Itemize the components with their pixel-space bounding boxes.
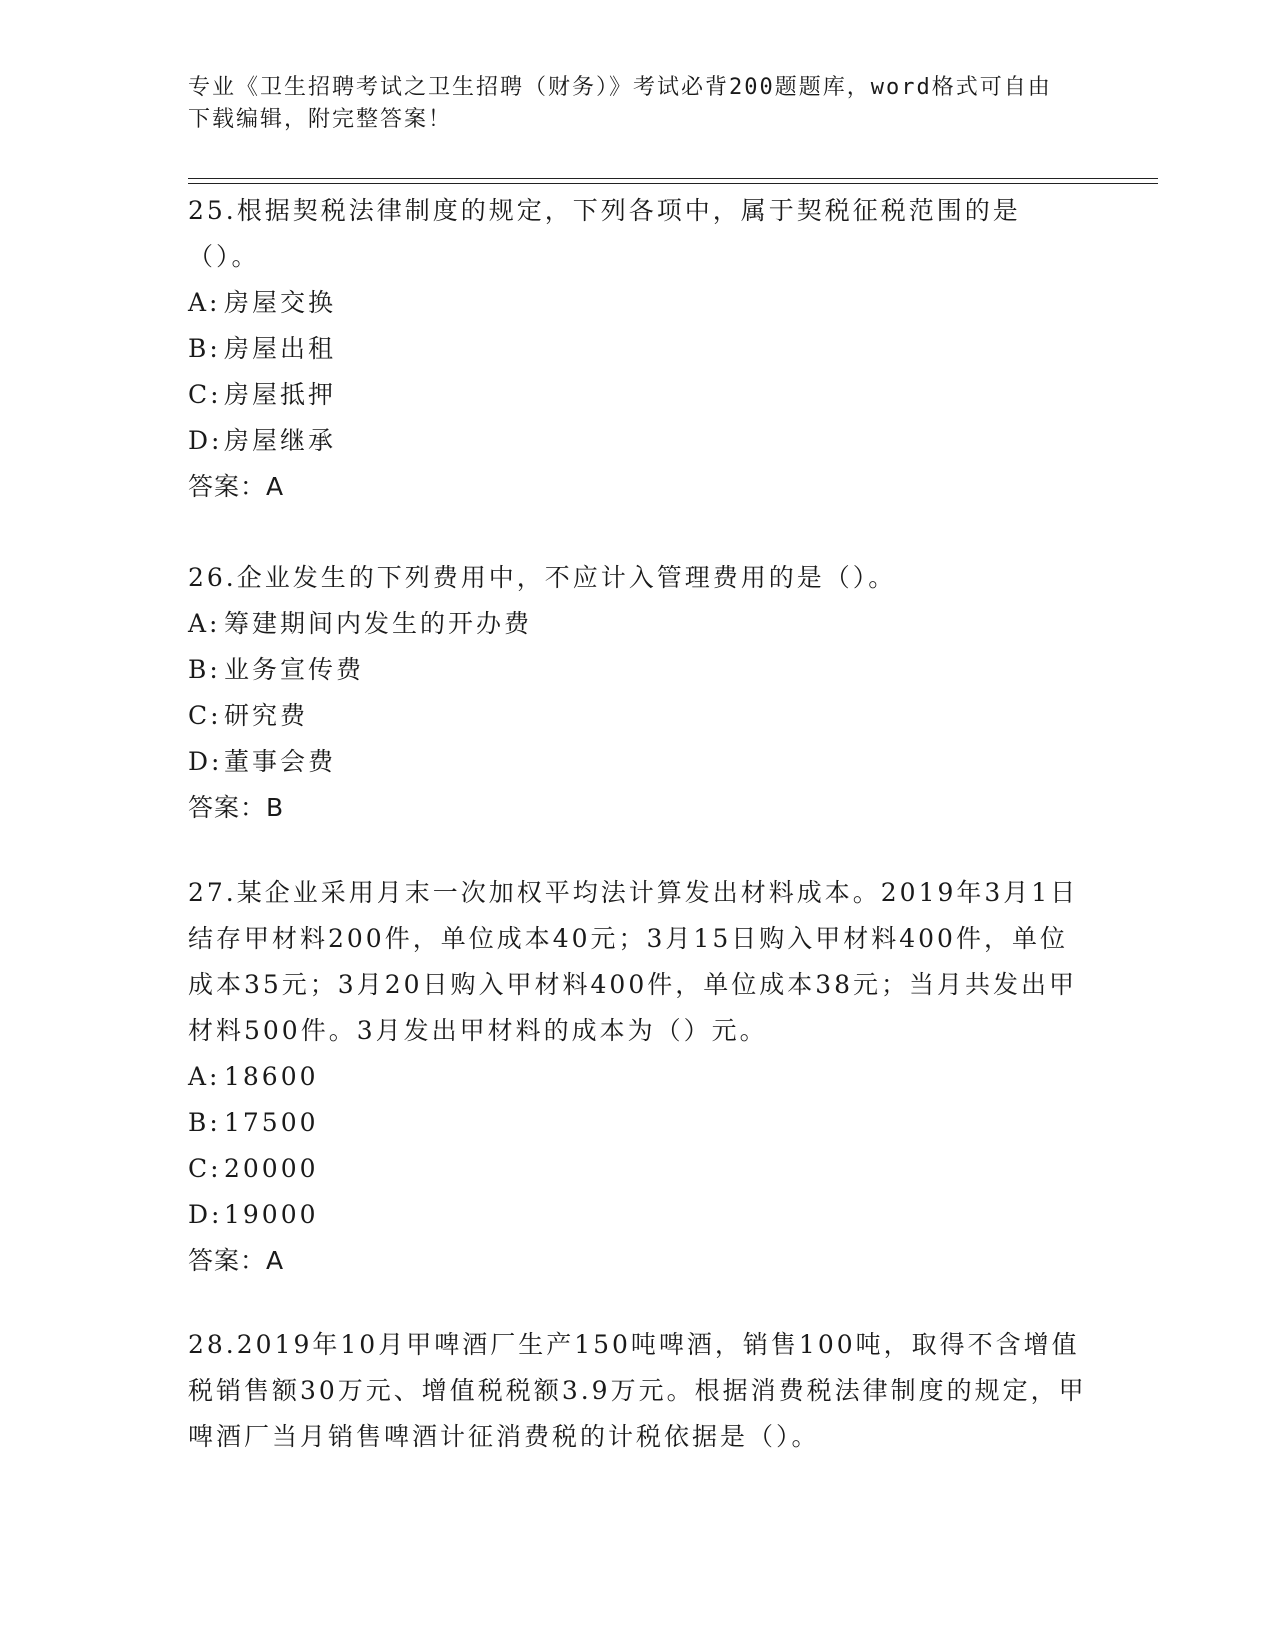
option-label: C: — [188, 1154, 222, 1183]
option-text: 20000 — [224, 1154, 319, 1183]
header-divider-top — [188, 178, 1158, 179]
option-d — [188, 418, 1088, 464]
question-stem: 27.某企业采用月末一次加权平均法计算发出材料成本。2019年3月1日结存甲材料200件，单位成本40元；3月15日购入甲材料400件，单位成本35元；3月20日购入甲材料400件，单位成本38元；当月共发出甲材料500件。3月发出甲材料的成本为（）元。 — [188, 878, 1079, 1045]
option-label: A: — [188, 609, 221, 638]
option-text: 筹建期间内发生的开办费 — [224, 609, 533, 638]
question-stem: 28.2019年10月甲啤酒厂生产150吨啤酒，销售100吨，取得不含增值税销售额30万元、增值税税额3.9万元。根据消费税法律制度的规定，甲啤酒厂当月销售啤酒计征消费税的计税依据是（）。 — [188, 1330, 1087, 1451]
option-d — [188, 739, 1088, 785]
question-26 — [188, 555, 1088, 831]
header-divider-bottom — [188, 183, 1158, 184]
question-28 — [188, 1322, 1088, 1460]
option-a — [188, 280, 1088, 326]
document-header — [188, 72, 1068, 136]
option-text: 19000 — [224, 1200, 319, 1229]
option-label: B: — [188, 1108, 221, 1137]
option-text: 房屋继承 — [224, 426, 337, 455]
question-27 — [188, 870, 1088, 1284]
question-stem: 25.根据契税法律制度的规定，下列各项中，属于契税征税范围的是（）。 — [188, 196, 1021, 271]
option-text: 18600 — [224, 1062, 319, 1091]
option-label: C: — [188, 380, 222, 409]
option-label: C: — [188, 701, 222, 730]
option-text: 房屋出租 — [224, 334, 337, 363]
question-25 — [188, 188, 1088, 510]
option-text: 房屋抵押 — [224, 380, 337, 409]
option-text: 研究费 — [224, 701, 309, 730]
answer-line: 答案：A — [188, 1246, 285, 1275]
option-label: D: — [188, 1200, 223, 1229]
header-text: 专业《卫生招聘考试之卫生招聘（财务）》考试必背200题题库，word格式可自由下载编辑，附完整答案！ — [188, 75, 1052, 132]
option-d — [188, 1192, 1088, 1238]
option-a — [188, 601, 1088, 647]
option-label: A: — [188, 288, 221, 317]
option-b — [188, 1100, 1088, 1146]
option-text: 17500 — [224, 1108, 319, 1137]
question-stem: 26.企业发生的下列费用中，不应计入管理费用的是（）。 — [188, 563, 897, 592]
option-c — [188, 1146, 1088, 1192]
option-label: D: — [188, 426, 223, 455]
option-label: B: — [188, 334, 221, 363]
option-c — [188, 372, 1088, 418]
option-b — [188, 647, 1088, 693]
answer-line: 答案：B — [188, 793, 285, 822]
option-text: 房屋交换 — [224, 288, 337, 317]
option-c — [188, 693, 1088, 739]
option-label: A: — [188, 1062, 221, 1091]
option-text: 董事会费 — [224, 747, 337, 776]
answer-line: 答案：A — [188, 472, 285, 501]
option-b — [188, 326, 1088, 372]
option-a — [188, 1054, 1088, 1100]
option-label: B: — [188, 655, 221, 684]
option-label: D: — [188, 747, 223, 776]
option-text: 业务宣传费 — [224, 655, 365, 684]
